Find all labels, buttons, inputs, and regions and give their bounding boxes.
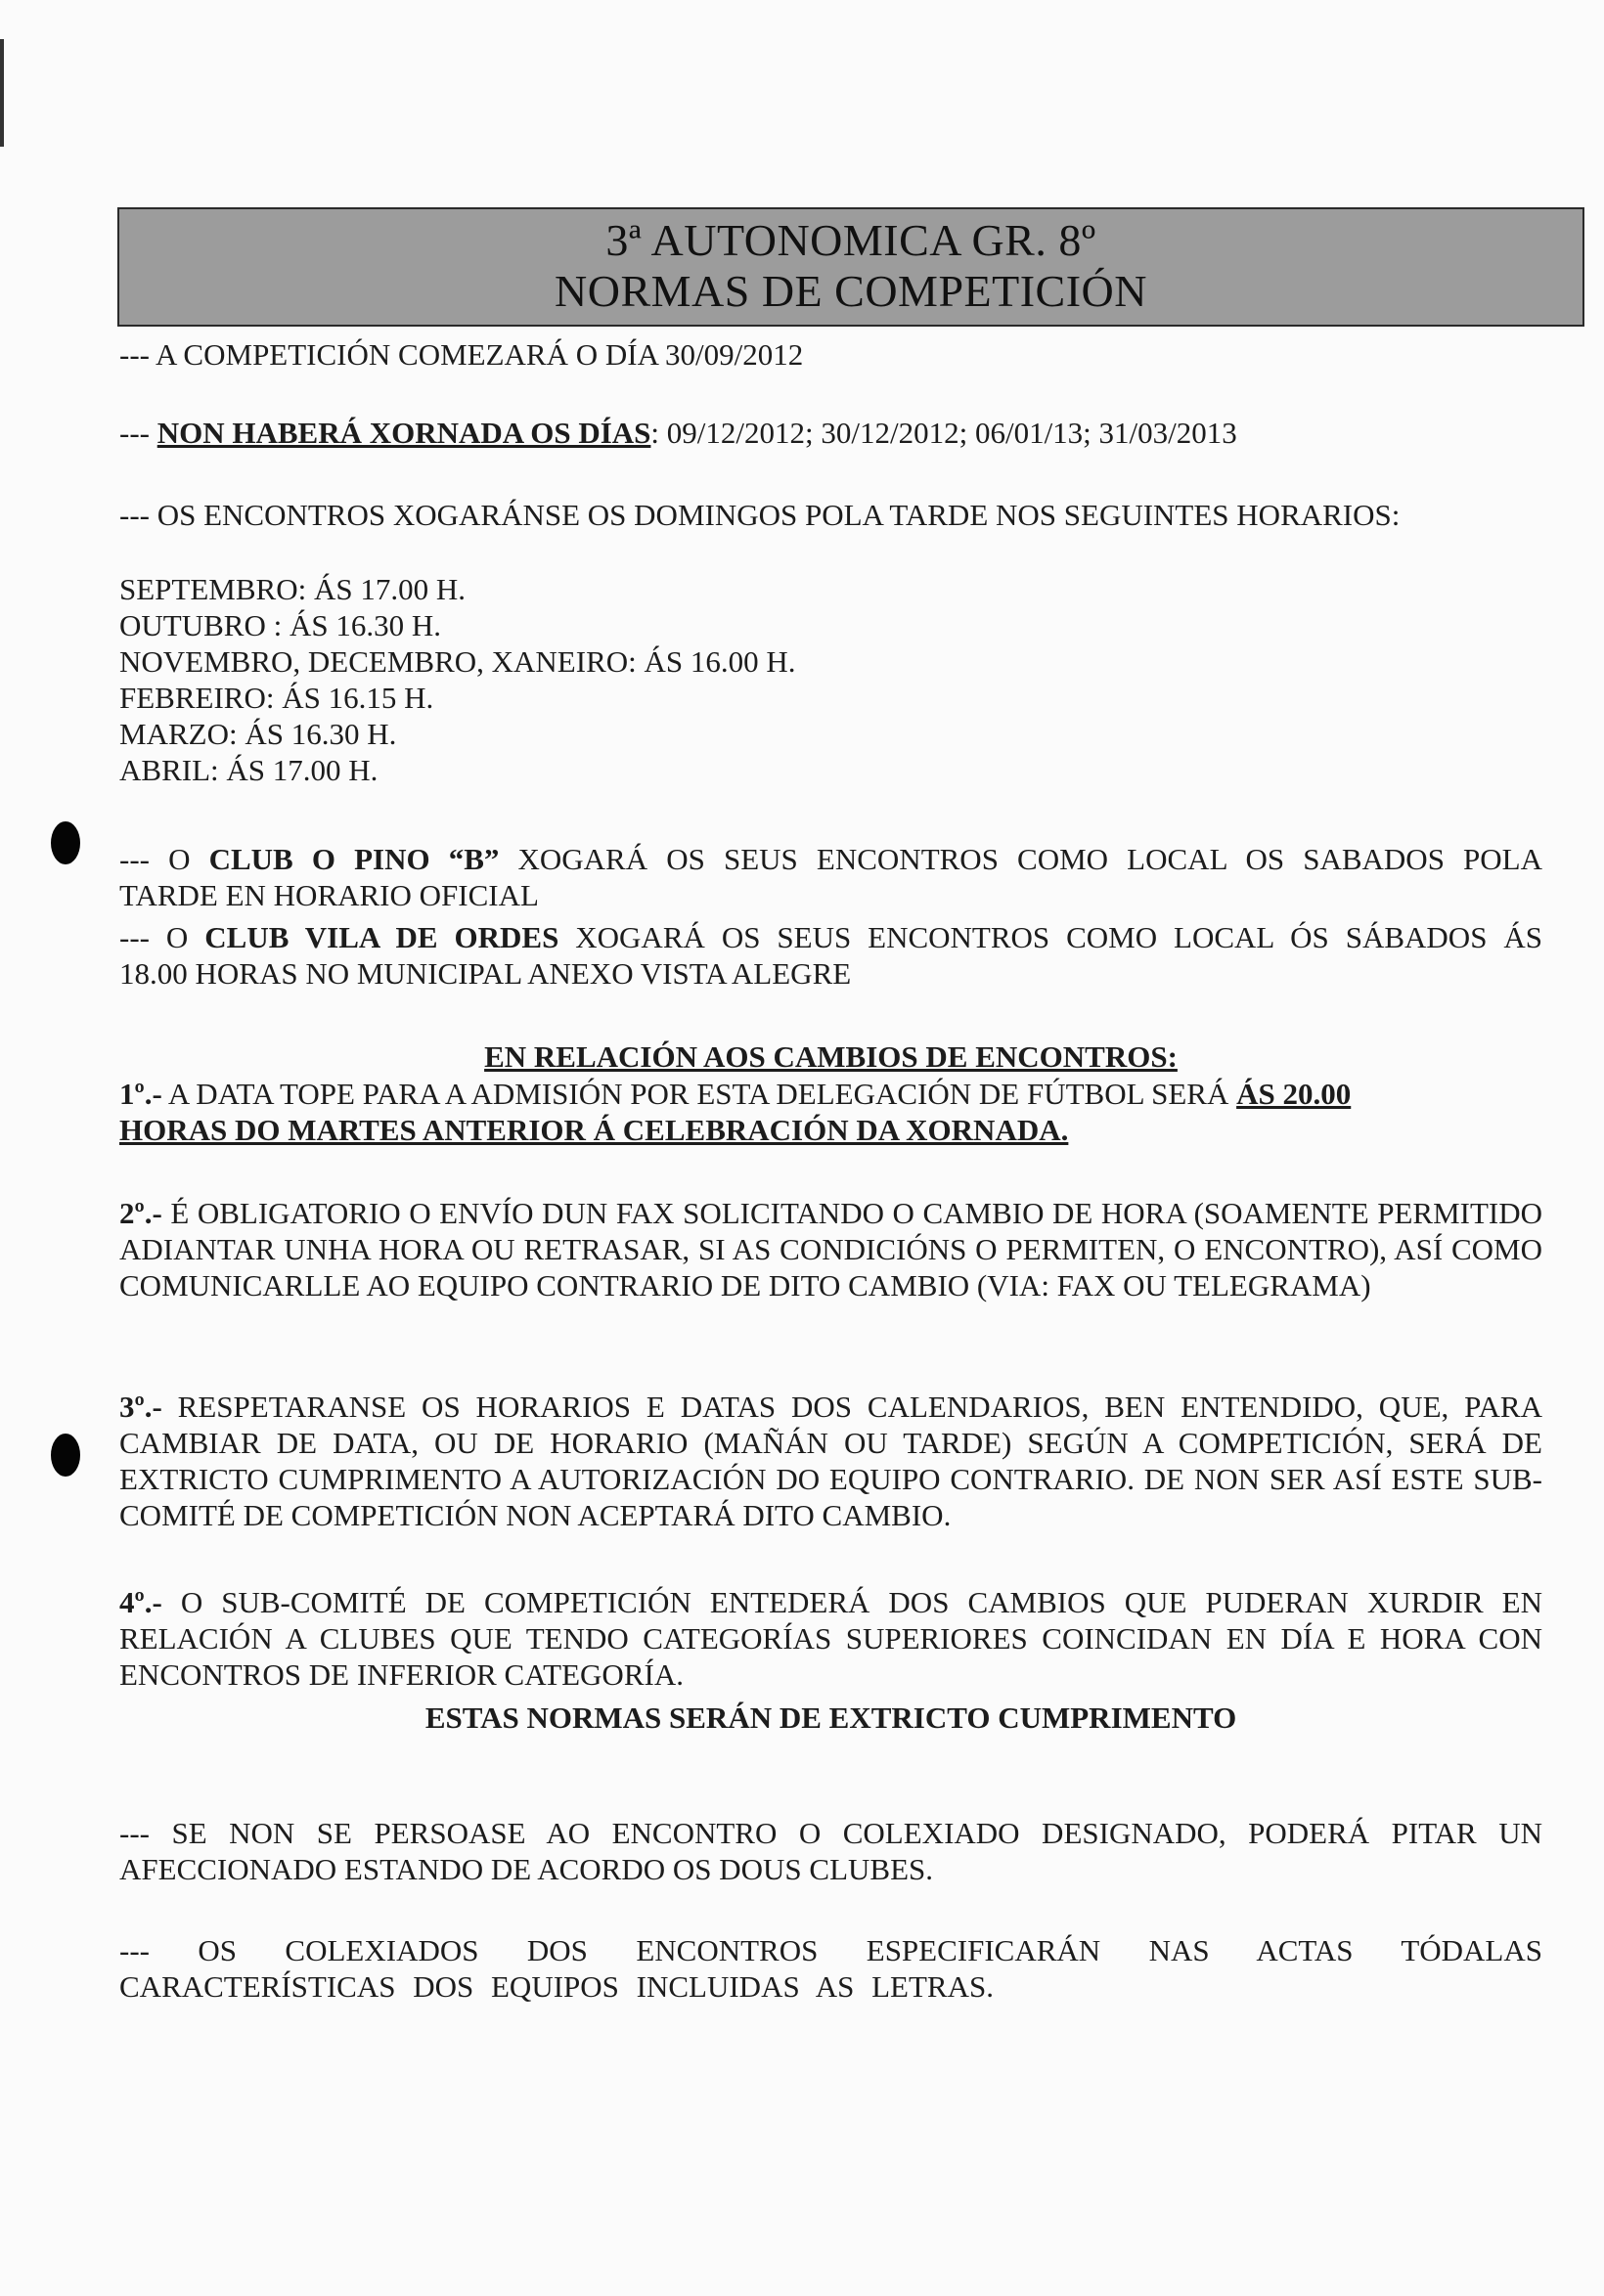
rule-4 <box>119 1584 1542 1693</box>
club-vila-rest: XOGARÁ OS SEUS ENCONTROS COMO LOCAL ÓS SÁBADOS ÁS <box>558 920 1543 954</box>
schedule-item: OUTUBRO : ÁS 16.30 H. <box>119 608 441 642</box>
rule-1 <box>119 1076 1542 1148</box>
rule-2 <box>119 1195 1542 1303</box>
header-title-line1: 3ª AUTONOMICA GR. 8º <box>605 215 1096 265</box>
rule-4-number: 4º.- <box>119 1585 162 1619</box>
club-vila-line1 <box>119 919 1542 955</box>
club-pino-paragraph <box>119 841 1542 913</box>
referee-paragraph-1: --- SE NON SE PERSOASE AO ENCONTRO O COLEXIADO DESIGNADO, PODERÁ PITAR UN AFECCIONADO ESTANDO DE ACORDO OS DOUS CLUBES. <box>119 1816 1542 1886</box>
club-pino-rest: XOGARÁ OS SEUS ENCONTROS COMO LOCAL OS SABADOS POLA <box>499 842 1543 876</box>
rule-3-number: 3º.- <box>119 1390 162 1424</box>
schedule-item: MARZO: ÁS 16.30 H. <box>119 717 397 751</box>
header-title-line2: NORMAS DE COMPETICIÓN <box>555 266 1147 316</box>
punch-hole-icon <box>51 821 80 864</box>
rule-2-number: 2º.- <box>119 1196 162 1230</box>
no-round-line <box>119 415 1542 451</box>
club-pino-line2: TARDE EN HORARIO OFICIAL <box>119 878 539 912</box>
schedule-item: FEBREIRO: ÁS 16.15 H. <box>119 681 434 715</box>
schedule-item: NOVEMBRO, DECEMBRO, XANEIRO: ÁS 16.00 H. <box>119 644 796 679</box>
no-round-label: NON HABERÁ XORNADA OS DÍAS <box>156 416 651 450</box>
club-pino-prefix: --- O <box>119 842 209 876</box>
club-pino-name: CLUB O PINO “B” <box>208 842 500 876</box>
no-round-dates: : 09/12/2012; 30/12/2012; 06/01/13; 31/03/2013 <box>650 416 1237 450</box>
start-date-line: --- A COMPETICIÓN COMEZARÁ O DÍA 30/09/2012 <box>119 337 804 372</box>
rule-1-text: A DATA TOPE PARA A ADMISIÓN POR ESTA DELEGACIÓN DE FÚTBOL SERÁ <box>161 1077 1237 1111</box>
schedule-list <box>119 571 1542 788</box>
schedule-item: SEPTEMBRO: ÁS 17.00 H. <box>119 572 466 606</box>
rule-3-text: RESPETARANSE OS HORARIOS E DATAS DOS CALENDARIOS, BEN ENTENDIDO, QUE, PARA CAMBIAR DE DATA, OU DE HORARIO (MAÑÁN OU TARDE) SEGÚN A COMPETICIÓN, SERÁ DE EXTRICTO CUMPRIMENTO A AUTORIZACIÓN DO EQUIPO CONTRARIO. DE NON SER ASÍ ESTE SUB-COMITÉ DE COMPETICIÓN NON ACEPTARÁ DITO CAMBIO. <box>119 1390 1542 1532</box>
referee-paragraph-2: --- OS COLEXIADOS DOS ENCONTROS ESPECIFICARÁN NAS ACTAS TÓDALAS CARACTERÍSTICAS DOS EQUIPOS INCLUIDAS AS LETRAS. <box>119 1933 1542 2004</box>
changes-title: EN RELACIÓN AOS CAMBIOS DE ENCONTROS: <box>484 1039 1178 1074</box>
club-vila-line2: 18.00 HORAS NO MUNICIPAL ANEXO VISTA ALEGRE <box>119 956 852 991</box>
closing-statement: ESTAS NORMAS SERÁN DE EXTRICTO CUMPRIMENTO <box>424 1700 1237 1735</box>
schedule-intro: --- OS ENCONTROS XOGARÁNSE OS DOMINGOS POLA TARDE NOS SEGUINTES HORARIOS: <box>119 498 1401 532</box>
rule-3 <box>119 1389 1542 1533</box>
rule-2-text: É OBLIGATORIO O ENVÍO DUN FAX SOLICITANDO O CAMBIO DE HORA (SOAMENTE PERMITIDO ADIANTAR UNHA HORA OU RETRASAR, SI AS CONDICIÓNS O PERMITEN, O ENCONTRO), ASÍ COMO COMUNICARLLE AO EQUIPO CONTRARIO DE DITO CAMBIO (VIA: FAX OU TELEGRAMA) <box>119 1196 1542 1303</box>
rule-4-text: O SUB-COMITÉ DE COMPETICIÓN ENTEDERÁ DOS CAMBIOS QUE PUDERAN XURDIR EN RELACIÓN A CLUBES QUE TENDO CATEGORÍAS SUPERIORES COINCIDAN EN DÍA E HORA CON ENCONTROS DE INFERIOR CATEGORÍA. <box>119 1585 1542 1692</box>
header-banner <box>117 207 1584 327</box>
rule-1-deadline-2: HORAS DO MARTES ANTERIOR Á CELEBRACIÓN DA XORNADA. <box>119 1113 1069 1147</box>
schedule-item: ABRIL: ÁS 17.00 H. <box>119 753 379 787</box>
rule-1-number: 1º.- <box>119 1077 162 1111</box>
no-round-prefix: --- <box>119 416 157 450</box>
rule-1-deadline: ÁS 20.00 <box>1236 1077 1352 1111</box>
club-vila-prefix: --- O <box>119 920 205 954</box>
scan-edge-mark <box>0 39 4 147</box>
punch-hole-icon <box>51 1434 80 1477</box>
club-pino-line1 <box>119 841 1542 877</box>
club-vila-name: CLUB VILA DE ORDES <box>204 920 559 954</box>
club-vila-paragraph <box>119 919 1542 992</box>
